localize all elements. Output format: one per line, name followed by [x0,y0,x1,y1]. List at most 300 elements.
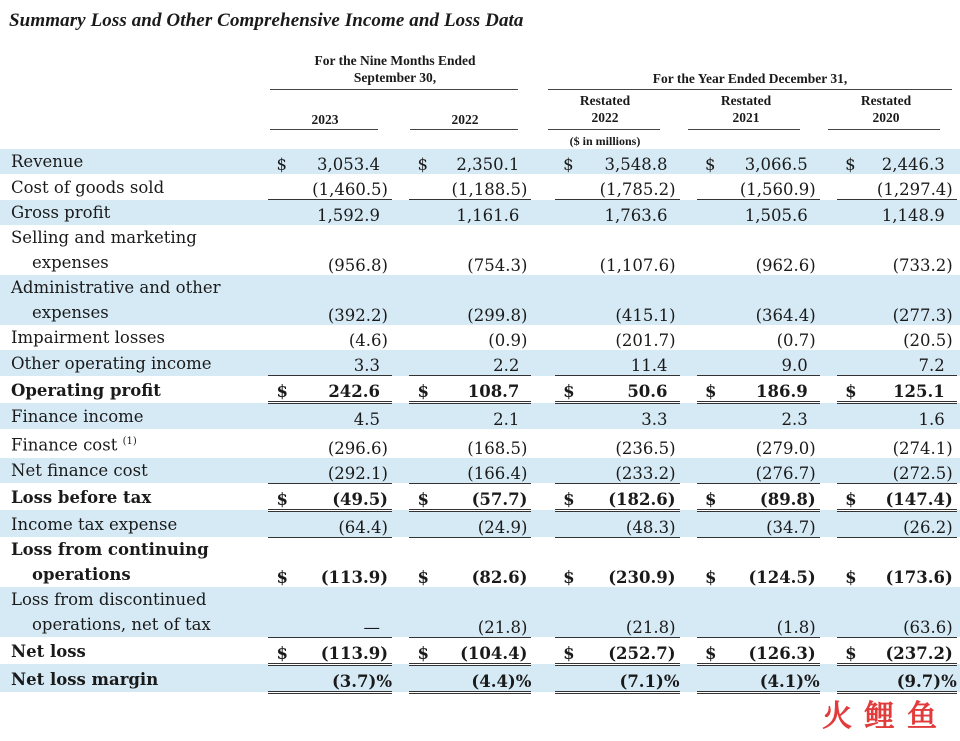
table-cell [555,376,679,403]
currency-symbol: $ [845,155,856,174]
cell-value: (168.5) [467,438,528,458]
cell-value: (0.9) [488,331,528,350]
cell-value: 3,548.8 [604,155,668,174]
cell-value: 9.0 [781,356,808,375]
currency-symbol: $ [417,382,429,401]
table-cell [268,149,392,174]
column-gap [680,664,697,692]
currency-symbol: $ [276,568,288,587]
cell-value: (299.8) [467,306,528,325]
currency-symbol: $ [704,489,717,509]
header-restated-year: 2021 [732,110,760,125]
column-gap [820,350,837,376]
cell-value: (7.1)% [619,671,680,691]
currency-symbol: $ [845,643,857,663]
table-cell [697,483,820,510]
column-gap [392,275,409,325]
column-gap [820,510,837,537]
table-row [0,587,960,637]
row-label-text: Gross profit [11,203,111,222]
header-nine-months-line1: For the Nine Months Ended [314,53,476,68]
column-gap [392,376,409,403]
table-cell [697,225,820,275]
cell-value: (82.6) [471,568,528,587]
cell-value: (63.6) [903,617,953,637]
row-label-text: Revenue [11,152,84,171]
column-gap [531,587,555,637]
table-cell [268,325,392,350]
header-restated-year: 2020 [872,110,900,125]
cell-value: (754.3) [467,256,528,275]
table-cell [837,483,957,510]
table-cell [268,587,392,637]
cell-value: (113.9) [320,643,388,663]
table-cell [409,664,531,692]
cell-value: 2.3 [781,410,808,429]
cell-value: 2.2 [493,356,520,375]
cell-value: 2,446.3 [881,155,945,174]
cell-value: (4.6) [348,331,388,350]
cell-value: (956.8) [327,256,388,275]
currency-symbol: $ [276,382,288,401]
column-gap [531,225,555,275]
cell-value: (124.5) [748,568,816,587]
column-gap [680,376,697,403]
cell-value: (89.8) [759,489,816,509]
table-cell [268,200,392,226]
table-cell [268,174,392,200]
row-label-text: Income tax expense [11,515,178,534]
header-restated-label: Restated [860,93,912,108]
row-label [0,429,268,458]
column-gap [820,225,837,275]
column-gap [392,225,409,275]
row-label-text: Finance income [11,407,144,426]
table-cell [837,149,957,174]
cell-value: (296.6) [327,438,388,458]
cell-value: 1,161.6 [456,206,520,225]
column-gap [531,458,555,484]
row-label-continuation: expenses [32,253,109,272]
cell-value: 1,148.9 [881,206,945,225]
column-gap [531,637,555,664]
cell-value: (237.2) [885,643,953,663]
cell-value: 11.4 [630,356,668,375]
row-label-text: Finance cost [11,435,118,455]
header-nine-months [290,52,500,86]
cell-value: (20.5) [903,331,953,350]
table-cell [409,483,531,510]
cell-value: — [363,617,380,637]
table-cell [409,637,531,664]
table-row [0,275,960,325]
cell-value: (113.9) [320,568,388,587]
cell-value: (182.6) [608,489,676,509]
table-cell [268,510,392,537]
cell-value: (57.7) [471,489,528,509]
table-row [0,510,960,537]
row-label-text: Loss from discontinued [11,590,207,609]
cell-value: (962.6) [755,256,816,275]
cell-value: (276.7) [755,463,816,483]
table-cell [837,537,957,587]
table-row [0,483,960,510]
header-year-ended-rule [548,89,952,90]
column-gap [531,483,555,510]
cell-value: 3.3 [353,356,380,375]
currency-symbol: $ [563,382,575,401]
cell-value: (1,460.5) [312,180,388,199]
table-row [0,149,960,174]
cell-value: 50.6 [627,382,668,401]
column-gap [392,403,409,430]
column-gap [531,149,555,174]
table-row [0,458,960,484]
column-gap [531,429,555,458]
table-cell [697,537,820,587]
cell-value: (24.9) [477,517,528,537]
header-restated-2021 [706,92,786,126]
table-cell [837,325,957,350]
table-cell [697,637,820,664]
cell-value: 242.6 [328,382,380,401]
cell-value: (147.4) [885,489,953,509]
cell-value: (21.8) [477,617,528,637]
table-cell [697,174,820,200]
cell-value: (26.2) [903,517,953,537]
column-gap [531,200,555,226]
table-cell [555,537,679,587]
table-row [0,376,960,403]
column-gap [531,510,555,537]
cell-value: 2,350.1 [456,155,520,174]
table-row [0,637,960,664]
table-cell [268,376,392,403]
column-gap [680,429,697,458]
cell-value: (1,785.2) [599,180,676,199]
cell-value: (272.5) [892,463,953,483]
cell-value: 7.2 [918,356,945,375]
currency-symbol: $ [704,643,717,663]
currency-symbol: $ [704,382,717,401]
row-label [0,664,268,692]
cell-value: (252.7) [608,643,676,663]
currency-symbol: $ [563,489,575,509]
watermark-logo: 火 鲤 鱼 [822,699,938,734]
table-cell [555,275,679,325]
column-gap [531,376,555,403]
row-label [0,275,268,325]
cell-value: (1,297.4) [876,180,953,199]
currency-symbol: $ [563,568,575,587]
row-label-text: Cost of goods sold [11,177,165,197]
table-cell [697,149,820,174]
column-gap [820,376,837,403]
table-row [0,225,960,275]
row-label-text: Impairment losses [11,328,166,347]
cell-value: 4.5 [353,410,380,429]
table-cell [409,149,531,174]
currency-symbol: $ [417,489,429,509]
table-cell [837,403,957,430]
table-cell [837,510,957,537]
column-gap [820,429,837,458]
cell-value: (34.7) [766,517,816,537]
financial-table [0,149,960,694]
row-label-text: Net loss margin [11,670,159,689]
table-cell [555,403,679,430]
table-cell [409,200,531,226]
table-cell [837,664,957,692]
cell-value: 108.7 [467,382,520,401]
header-restated-2020 [846,92,926,126]
column-gap [392,200,409,226]
table-cell [409,587,531,637]
table-cell [555,350,679,376]
cell-value: 1,763.6 [604,206,668,225]
row-label-text: Operating profit [11,380,161,400]
table-cell [555,483,679,510]
row-label [0,376,268,403]
table-cell [837,275,957,325]
table-cell [555,149,679,174]
cell-value: 1,592.9 [317,206,380,225]
table-cell [555,429,679,458]
table-row [0,403,960,430]
cell-value: (733.2) [892,256,953,275]
header-restated-2021-rule [688,129,800,130]
column-gap [680,149,697,174]
column-gap [820,174,837,200]
currency-symbol: $ [276,155,287,174]
column-gap [820,149,837,174]
row-label-text: Administrative and other [11,278,221,297]
table-cell [697,510,820,537]
currency-symbol: $ [417,568,429,587]
row-label-text: Net finance cost [11,461,148,480]
column-gap [680,225,697,275]
table-cell [409,429,531,458]
cell-value: (277.3) [892,306,953,325]
table-cell [555,174,679,200]
column-gap [680,174,697,200]
cell-value: (126.3) [748,643,816,663]
column-gap [392,325,409,350]
currency-symbol: $ [417,155,428,174]
cell-value: (21.8) [625,617,676,637]
column-gap [392,637,409,664]
row-label [0,510,268,537]
cell-value: (0.7) [776,331,816,350]
column-gap [820,664,837,692]
row-label-text: Net loss [11,642,86,661]
column-gap [392,587,409,637]
row-label [0,325,268,350]
table-cell [409,510,531,537]
table-row [0,350,960,376]
column-gap [680,637,697,664]
table-cell [555,225,679,275]
currency-symbol: $ [563,643,575,663]
column-gap [531,174,555,200]
currency-symbol: $ [417,643,429,663]
row-label [0,458,268,484]
row-label [0,587,268,637]
cell-value: 125.1 [893,382,945,401]
table-row [0,200,960,226]
cell-value: (415.1) [615,306,676,325]
table-cell [268,458,392,484]
row-label-text: Loss from continuing [11,540,209,559]
cell-value: 1.6 [918,410,945,429]
cell-value: (292.1) [327,463,388,483]
column-gap [392,174,409,200]
cell-value: (201.7) [615,331,676,350]
row-label-text: Loss before tax [11,488,152,507]
table-cell [837,587,957,637]
cell-value: (104.4) [460,643,528,663]
column-gap [820,403,837,430]
cell-value: 1,505.6 [744,206,808,225]
table-cell [409,376,531,403]
column-gap [392,350,409,376]
cell-value: 3,053.4 [317,155,380,174]
table-cell [268,275,392,325]
cell-value: (4.1)% [759,671,820,691]
table-cell [837,200,957,226]
table-cell [555,637,679,664]
cell-value: (9.7)% [896,671,957,691]
cell-value: (236.5) [615,438,676,458]
cell-value: (166.4) [467,463,528,483]
row-label [0,537,268,587]
column-gap [392,429,409,458]
table-cell [268,664,392,692]
table-row [0,325,960,350]
table-row [0,537,960,587]
column-gap [392,664,409,692]
column-gap [820,537,837,587]
page-title: Summary Loss and Other Comprehensive Income and Loss Data [9,10,524,31]
row-label-continuation: expenses [32,303,109,322]
column-gap [680,403,697,430]
column-gap [680,200,697,226]
cell-value: (48.3) [625,517,676,537]
column-gap [680,350,697,376]
header-2022-rule [410,129,518,130]
header-restated-label: Restated [720,93,772,108]
cell-value: 3.3 [641,410,668,429]
currency-symbol: $ [845,382,857,401]
column-gap [820,483,837,510]
header-2023-rule [270,129,378,130]
table-cell [409,350,531,376]
table-cell [837,429,957,458]
table-cell [409,458,531,484]
column-gap [531,403,555,430]
row-label-continuation: operations, net of tax [32,615,211,634]
column-gap [820,325,837,350]
column-gap [680,537,697,587]
table-cell [697,325,820,350]
column-gap [820,458,837,484]
table-row [0,174,960,200]
column-gap [680,587,697,637]
cell-value: 186.9 [756,382,808,401]
currency-symbol: $ [276,643,288,663]
header-restated-2022-rule [548,129,660,130]
cell-value: (233.2) [615,463,676,483]
currency-symbol: $ [845,568,857,587]
column-gap [392,458,409,484]
table-cell [837,350,957,376]
column-gap [392,483,409,510]
table-cell [268,225,392,275]
currency-symbol: $ [563,155,574,174]
column-gap [820,587,837,637]
table-cell [268,483,392,510]
column-gap [392,510,409,537]
currency-symbol: $ [276,489,288,509]
row-label [0,403,268,430]
column-gap [680,510,697,537]
table-cell [837,637,957,664]
footnote-marker: (1) [122,436,137,447]
header-restated-year: 2022 [591,110,619,125]
cell-value: (392.2) [327,306,388,325]
row-label [0,200,268,226]
table-cell [409,403,531,430]
table-cell [837,174,957,200]
table-cell [409,325,531,350]
row-label [0,174,268,200]
currency-symbol: $ [845,489,857,509]
cell-value: 2.1 [493,410,520,429]
table-cell [555,510,679,537]
table-cell [555,200,679,226]
cell-value: (173.6) [885,568,953,587]
cell-value: (1.8) [776,617,816,637]
table-cell [555,325,679,350]
table-cell [697,429,820,458]
cell-value: (1,107.6) [599,256,676,275]
header-nine-months-rule [270,89,518,90]
column-gap [531,350,555,376]
row-label [0,637,268,664]
table-cell [555,587,679,637]
table-cell [697,664,820,692]
row-label [0,350,268,376]
column-gap [820,637,837,664]
table-cell [837,376,957,403]
table-cell [268,403,392,430]
header-units: ($ in millions) [569,134,641,148]
table-row [0,664,960,692]
table-cell [697,350,820,376]
cell-value: (1,560.9) [739,180,816,199]
table-cell [268,429,392,458]
header-nine-months-line2: September 30, [353,70,437,85]
table-cell [268,350,392,376]
table-cell [409,174,531,200]
column-gap [531,664,555,692]
table-cell [409,537,531,587]
table-cell [409,225,531,275]
table-cell [555,458,679,484]
cell-value: (3.7)% [332,671,392,691]
header-2022: 2022 [451,112,479,127]
table-cell [268,637,392,664]
